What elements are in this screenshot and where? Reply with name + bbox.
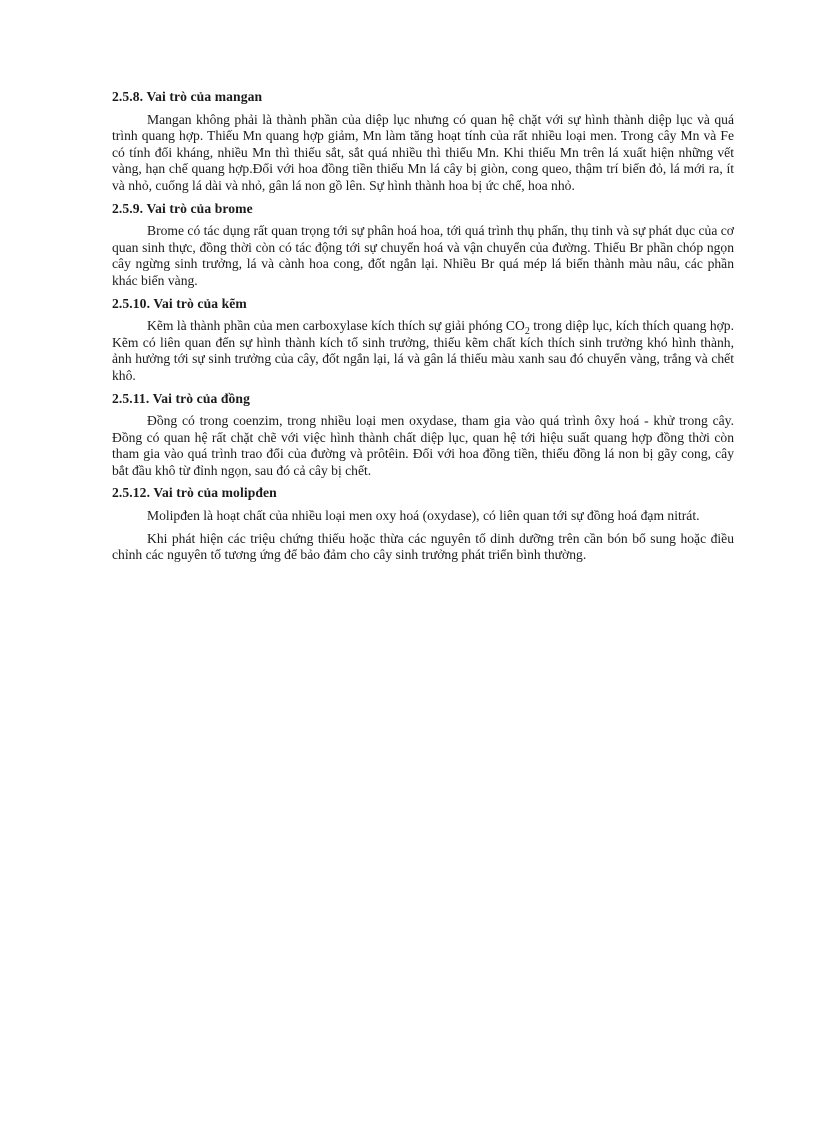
co2-subscript: 2: [524, 326, 530, 338]
zinc-text-before: Kẽm là thành phần của men carboxylase kích thích sự giải phóng CO: [147, 318, 525, 334]
section-molybdenum: [112, 485, 734, 563]
paragraph: Molipđen là hoạt chất của nhiều loại men oxy hoá (oxydase), có liên quan tới sự đồng hoá đạm nitrát.: [147, 508, 700, 524]
section-bromine: [112, 201, 734, 290]
section-heading: 2.5.11. Vai trò của đồng: [112, 390, 250, 406]
section-manganese: [112, 89, 734, 195]
paragraph: Mangan không phải là thành phần của diệp lục nhưng có quan hệ chặt với sự hình thành diệp lục và quá trình quang hợp. Thiếu Mn quang hợp giảm, Mn làm tăng hoạt tính của rất nhiều loại men. Trong cây Mn và Fe có tính đối kháng, nhiều Mn thì thiếu sắt, sắt quá nhiều thì thiếu Mn. Khi thiếu Mn trên lá xuất hiện những vết vàng, hạn chế quang hợp.Đối với hoa đồng tiền thiếu Mn lá cây bị giòn, cong queo, thậm trí biến đỏ, lá mới ra, ít và nhỏ, cuống lá dài và nhỏ, gân lá non gồ lên. Sự hình thành hoa bị ức chế, hoa nhỏ.: [112, 111, 734, 193]
paragraph: Khi phát hiện các triệu chứng thiếu hoặc thừa các nguyên tố dinh dưỡng trên cần bón bổ sung hoặc điều chỉnh các nguyên tố tương ứng để bảo đảm cho cây sinh trưởng phát triển bình thường.: [112, 530, 734, 563]
document-page: [112, 89, 734, 570]
section-zinc: [112, 296, 734, 385]
section-heading: 2.5.10. Vai trò của kẽm: [112, 295, 247, 311]
paragraph: Đồng có trong coenzim, trong nhiều loại men oxydase, tham gia vào quá trình ôxy hoá - khử trong cây. Đồng có quan hệ rất chặt chẽ với việc hình thành chất diệp lục, quan hệ tới hiệu suất quang hợp đồng thời còn tham gia vào quá trình trao đổi của đường và prôtêin. Đối với hoa đồng tiền, thiếu đồng lá non bị gãy cong, cây bắt đầu khô từ đỉnh ngọn, sau đó cả cây bị chết.: [112, 413, 734, 478]
section-copper: [112, 391, 734, 480]
section-heading: 2.5.8. Vai trò của mangan: [112, 89, 263, 104]
paragraph: [112, 318, 734, 384]
section-heading: 2.5.9. Vai trò của brome: [112, 200, 253, 216]
zinc-text-after: trong diệp lục, kích thích quang hợp. Kẽm có liên quan đến sự hình thành kích tố sinh trưởng, thiếu kẽm chất kích thích sinh trưởng khó hình thành, ảnh hưởng tới sự sinh trưởng của cây, đốt ngắn lại, lá và gân lá thiếu màu xanh sau đó chuyển vàng, trắng và chết khô.: [112, 318, 734, 383]
section-heading: 2.5.12. Vai trò của molipđen: [112, 485, 277, 501]
paragraph: Brome có tác dụng rất quan trọng tới sự phân hoá hoa, tới quá trình thụ phấn, thụ tinh và sự phát dục của cơ quan sinh thực, đồng thời còn có tác động tới sự chuyển hoá và vận chuyển của đường. Thiếu Br phần chóp ngọn cây ngừng sinh trưởng, lá và cành hoa cong, đốt ngắn lại. Nhiều Br quá mép lá biến thành màu nâu, các phần khác biến vàng.: [112, 223, 734, 288]
